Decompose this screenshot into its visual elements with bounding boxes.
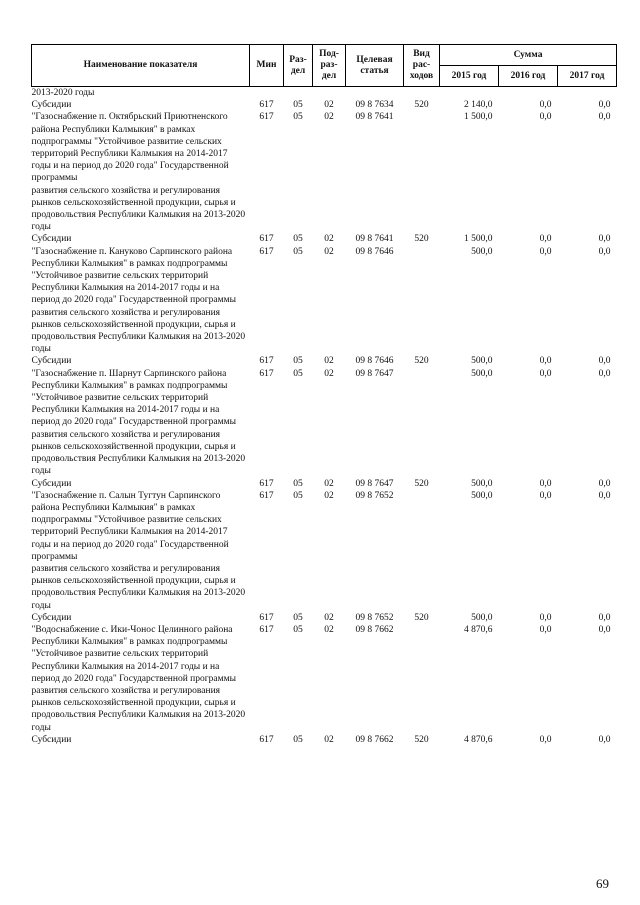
cell-min: 617 — [259, 478, 274, 489]
page-number: 69 — [596, 876, 609, 891]
header-sum: Сумма — [440, 45, 617, 66]
header-name: Наименование показателя — [32, 45, 250, 87]
cell-podrazdel: 02 — [324, 478, 334, 489]
cell-y2016: 0,0 — [539, 612, 552, 623]
cell-min: 617 — [259, 100, 274, 111]
table-row — [32, 624, 617, 734]
cell-y2016: 0,0 — [539, 246, 552, 257]
cell-y2015: 500,0 — [471, 490, 493, 501]
cell-y2017: 0,0 — [598, 112, 611, 123]
cell-y2017 — [558, 87, 617, 100]
cell-y2015: 500,0 — [471, 246, 493, 257]
cell-vid — [404, 87, 440, 100]
cell-y2017: 0,0 — [598, 246, 611, 257]
table-row — [32, 490, 617, 612]
cell-razdel: 05 — [293, 368, 303, 379]
header-razdel: Раз- дел — [284, 45, 313, 87]
cell-y2015: 4 870,6 — [464, 624, 493, 635]
table-row — [32, 87, 617, 100]
table-body — [32, 87, 617, 746]
cell-target: 09 8 7641 — [355, 234, 394, 245]
cell-razdel: 05 — [293, 490, 303, 501]
header-2015: 2015 год — [440, 66, 499, 87]
cell-min: 617 — [259, 234, 274, 245]
cell-vid: 520 — [414, 100, 429, 111]
cell-podrazdel: 02 — [324, 246, 334, 257]
cell-podrazdel: 02 — [324, 234, 334, 245]
cell-razdel: 05 — [293, 478, 303, 489]
cell-y2015: 4 870,6 — [464, 734, 493, 745]
cell-name: "Газоснабжение п. Салын Тугтун Сарпинского района Республики Калмыкия" в рамках подпрограммы "Устойчивое развитие сельских территорий Республики Калмыкия на 2014-2017 годы и на период до 2020 года" Государственной программы развития сельского хозяйства и регулирования рынков сельскохозяйственной продукции, сырья и продовольствия Республики Калмыкия на 2013-2020 годы — [31, 490, 246, 611]
header-min: Мин — [250, 45, 284, 87]
cell-y2015 — [440, 87, 499, 100]
header-podrazdel: Под- раз- дел — [313, 45, 346, 87]
cell-name: Субсидии — [31, 100, 72, 111]
cell-vid — [404, 111, 440, 233]
header-vid: Вид рас- ходов — [404, 45, 440, 87]
cell-min: 617 — [259, 612, 274, 623]
cell-target: 09 8 7647 — [355, 478, 394, 489]
cell-min: 617 — [259, 734, 274, 745]
cell-name: Субсидии — [31, 478, 72, 489]
cell-razdel — [284, 87, 313, 100]
table-row — [32, 99, 617, 111]
table-row — [32, 612, 617, 624]
cell-y2017: 0,0 — [598, 612, 611, 623]
cell-min: 617 — [259, 246, 274, 257]
cell-vid: 520 — [414, 612, 429, 623]
cell-y2015: 500,0 — [471, 612, 493, 623]
cell-podrazdel: 02 — [324, 356, 334, 367]
cell-razdel: 05 — [293, 734, 303, 745]
budget-table — [31, 44, 617, 746]
cell-target: 09 8 7646 — [355, 356, 394, 367]
cell-podrazdel: 02 — [324, 612, 334, 623]
header-target: Целевая статья — [346, 45, 404, 87]
cell-min: 617 — [259, 624, 274, 635]
cell-y2017: 0,0 — [598, 490, 611, 501]
cell-target — [346, 87, 404, 100]
table-row — [32, 111, 617, 233]
cell-y2016: 0,0 — [539, 368, 552, 379]
cell-podrazdel: 02 — [324, 100, 334, 111]
cell-y2017: 0,0 — [598, 100, 611, 111]
cell-y2015: 1 500,0 — [464, 234, 493, 245]
cell-y2015: 500,0 — [471, 356, 493, 367]
cell-name: 2013-2020 годы — [31, 88, 95, 98]
cell-y2015: 500,0 — [471, 368, 493, 379]
cell-min: 617 — [259, 112, 274, 123]
cell-y2016: 0,0 — [539, 490, 552, 501]
cell-target: 09 8 7646 — [355, 246, 394, 257]
cell-y2016: 0,0 — [539, 734, 552, 745]
cell-razdel: 05 — [293, 100, 303, 111]
cell-vid — [404, 624, 440, 734]
cell-y2017: 0,0 — [598, 234, 611, 245]
table-row — [32, 233, 617, 245]
cell-name: Субсидии — [31, 734, 72, 745]
cell-vid: 520 — [414, 734, 429, 745]
cell-min: 617 — [259, 490, 274, 501]
cell-podrazdel: 02 — [324, 624, 334, 635]
cell-y2015: 1 500,0 — [464, 112, 493, 123]
cell-y2017: 0,0 — [598, 624, 611, 635]
cell-name: "Водоснабжение с. Ики-Чонос Целинного района Республики Калмыкия" в рамках подпрограммы "Устойчивое развитие сельских территорий Республики Калмыкия на 2014-2017 годы и на период до 2020 года" Государственной программы развития сельского хозяйства и регулирования рынков сельскохозяйственной продукции, сырья и продовольствия Республики Калмыкия на 2013-2020 годы — [31, 624, 246, 733]
cell-y2015: 500,0 — [471, 478, 493, 489]
cell-y2017: 0,0 — [598, 356, 611, 367]
cell-y2017: 0,0 — [598, 368, 611, 379]
cell-razdel: 05 — [293, 234, 303, 245]
cell-name: Субсидии — [31, 356, 72, 367]
cell-name: Субсидии — [31, 234, 72, 245]
document-page — [31, 44, 616, 746]
cell-name: Субсидии — [31, 612, 72, 623]
cell-vid — [404, 246, 440, 356]
header-2017: 2017 год — [558, 66, 617, 87]
cell-podrazdel: 02 — [324, 490, 334, 501]
cell-podrazdel — [313, 87, 346, 100]
cell-y2016: 0,0 — [539, 356, 552, 367]
cell-razdel: 05 — [293, 624, 303, 635]
cell-target: 09 8 7652 — [355, 612, 394, 623]
cell-target: 09 8 7652 — [355, 490, 394, 501]
cell-podrazdel: 02 — [324, 368, 334, 379]
cell-razdel: 05 — [293, 112, 303, 123]
cell-target: 09 8 7662 — [355, 624, 394, 635]
table-row — [32, 246, 617, 356]
cell-razdel: 05 — [293, 356, 303, 367]
table-row — [32, 478, 617, 490]
cell-podrazdel: 02 — [324, 734, 334, 745]
cell-y2016: 0,0 — [539, 234, 552, 245]
cell-min — [250, 87, 284, 100]
cell-y2016: 0,0 — [539, 478, 552, 489]
cell-y2016: 0,0 — [539, 624, 552, 635]
cell-vid: 520 — [414, 234, 429, 245]
cell-min: 617 — [259, 368, 274, 379]
cell-name: "Газоснабжение п. Шарнут Сарпинского района Республики Калмыкия" в рамках подпрограммы "Устойчивое развитие сельских территорий Республики Калмыкия на 2014-2017 годы и на период до 2020 года" Государственной программы развития сельского хозяйства и регулирования рынков сельскохозяйственной продукции, сырья и продовольствия Республики Калмыкия на 2013-2020 годы — [31, 368, 246, 477]
cell-vid: 520 — [414, 356, 429, 367]
cell-target: 09 8 7634 — [355, 100, 394, 111]
cell-y2017: 0,0 — [598, 478, 611, 489]
table-row — [32, 368, 617, 478]
cell-vid — [404, 490, 440, 612]
cell-y2016 — [499, 87, 558, 100]
cell-vid — [404, 368, 440, 478]
cell-podrazdel: 02 — [324, 112, 334, 123]
cell-target: 09 8 7662 — [355, 734, 394, 745]
cell-razdel: 05 — [293, 246, 303, 257]
cell-y2015: 2 140,0 — [464, 100, 493, 111]
cell-y2017: 0,0 — [598, 734, 611, 745]
cell-target: 09 8 7647 — [355, 368, 394, 379]
header-2016: 2016 год — [499, 66, 558, 87]
cell-razdel: 05 — [293, 612, 303, 623]
cell-min: 617 — [259, 356, 274, 367]
cell-target: 09 8 7641 — [355, 112, 394, 123]
table-row — [32, 355, 617, 367]
table-row — [32, 734, 617, 746]
cell-y2016: 0,0 — [539, 112, 552, 123]
cell-name: "Газоснабжение п. Кануково Сарпинского района Республики Калмыкия" в рамках подпрограммы "Устойчивое развитие сельских территорий Республики Калмыкия на 2014-2017 годы и на период до 2020 года" Государственной программы развития сельского хозяйства и регулирования рынков сельскохозяйственной продукции, сырья и продовольствия Республики Калмыкия на 2013-2020 годы — [31, 246, 246, 355]
cell-vid: 520 — [414, 478, 429, 489]
cell-name: "Газоснабжение п. Октябрьский Приютненского района Республики Калмыкия" в рамках подпрограммы "Устойчивое развитие сельских территорий Республики Калмыкия на 2014-2017 годы и на период до 2020 года" Государственной программы развития сельского хозяйства и регулирования рынков сельскохозяйственной продукции, сырья и продовольствия Республики Калмыкия на 2013-2020 годы — [31, 112, 246, 233]
cell-y2016: 0,0 — [539, 100, 552, 111]
